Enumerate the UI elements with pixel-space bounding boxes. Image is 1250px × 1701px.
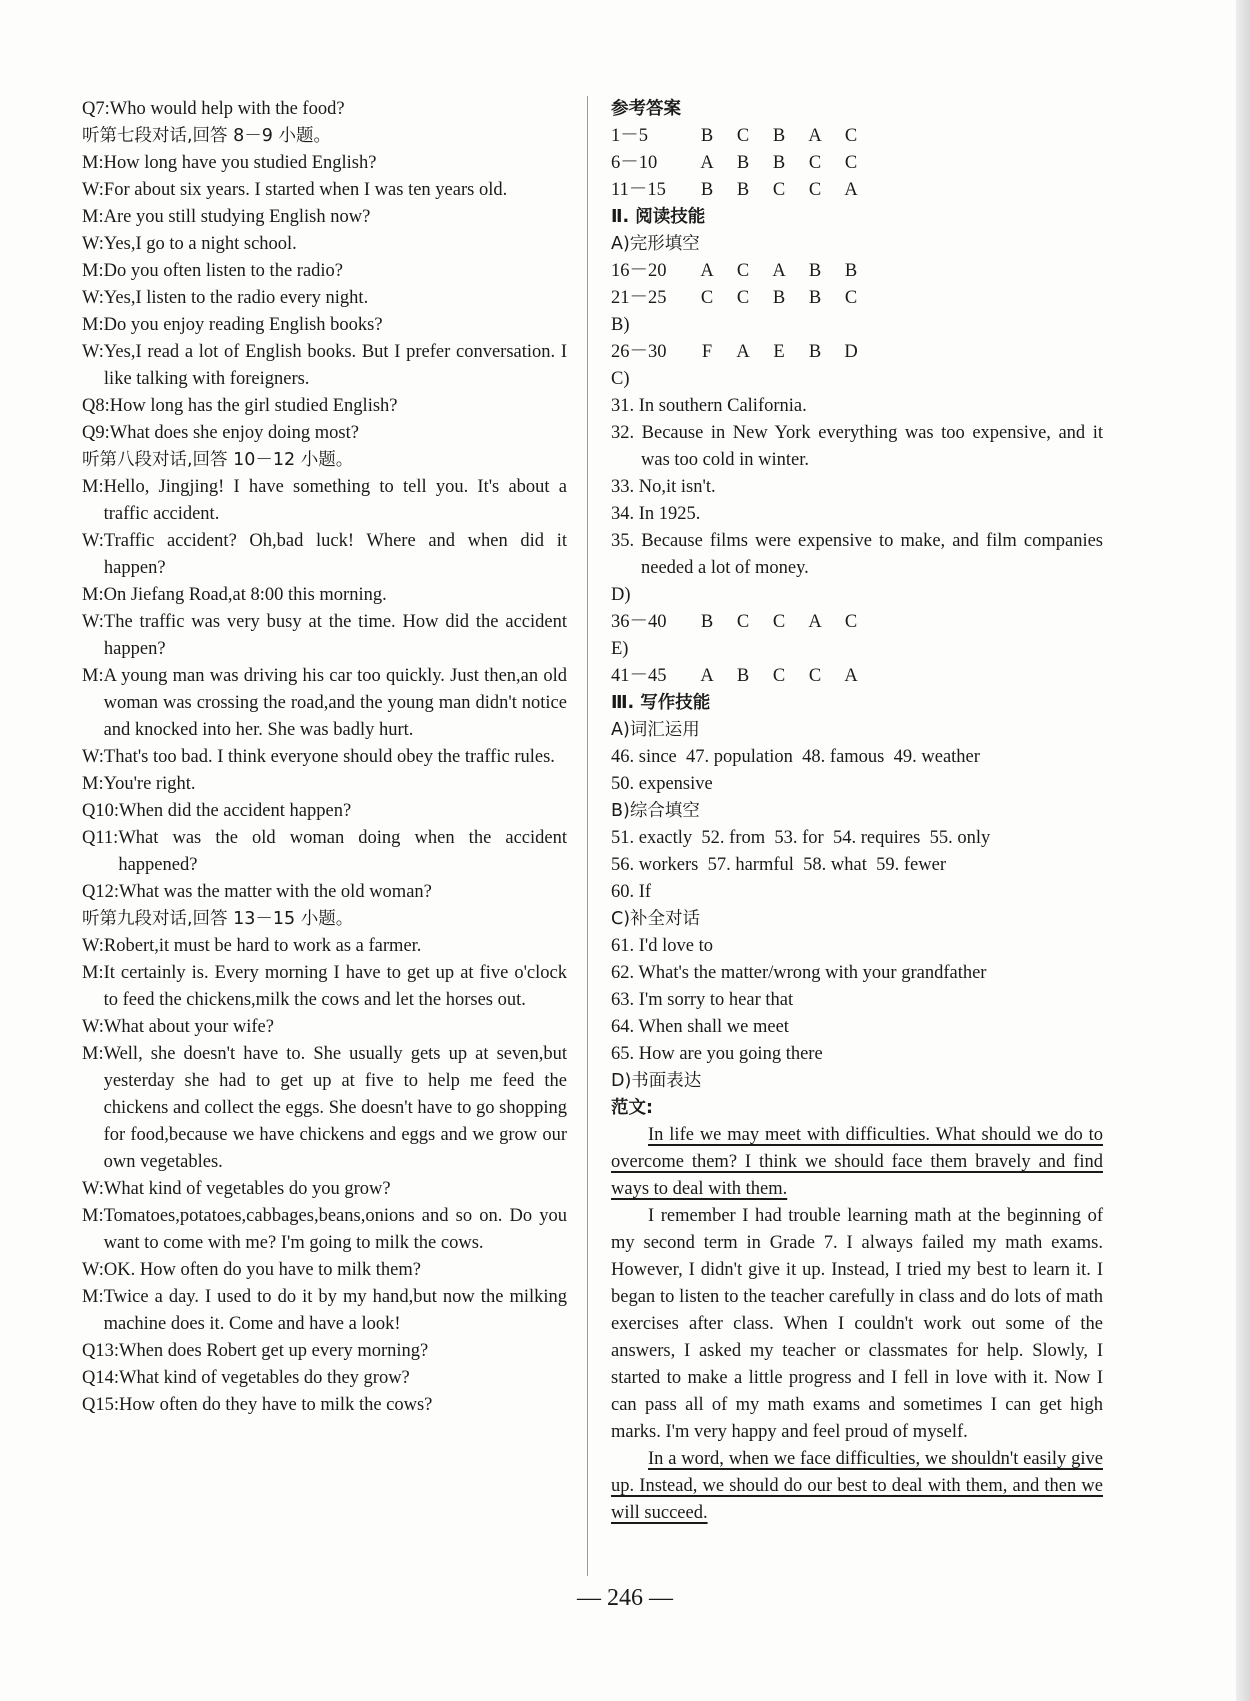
column-divider <box>587 96 588 1576</box>
dialogue-line: M: Twice a day. I used to do it by my hand,but now the milking machine does it. Come and have a look! <box>82 1287 567 1334</box>
dialogue-line: M: Tomatoes,potatoes,cabbages,beans,onions and so on. Do you want to come with me? I'm going to milk the cows. <box>82 1206 567 1253</box>
dialogue-line: M: A young man was driving his car too quickly. Just then,an old woman was crossing the road,and the young man didn't notice and knocked into her. She was badly hurt. <box>82 666 567 740</box>
dialog-answer: 64. When shall we meet <box>611 1017 789 1037</box>
answer-text: 33. No,it isn't. <box>611 477 716 497</box>
dialog-answer: 63. I'm sorry to hear that <box>611 990 794 1010</box>
subsection-label: C) <box>611 369 630 389</box>
subsection-label: B) <box>611 315 630 335</box>
question-line: Q8: How long has the girl studied English? <box>82 396 398 416</box>
dialogue-line: M: Do you enjoy reading English books? <box>82 315 383 335</box>
page-number: — 246 — <box>577 1585 673 1611</box>
answer-text: 31. In southern California. <box>611 396 807 416</box>
essay-label: 范文: <box>611 1098 653 1118</box>
answer-row: 11－15 B B C C A <box>611 180 858 200</box>
subsection-label: D) <box>611 585 631 605</box>
dialogue-line: W: Yes,I go to a night school. <box>82 234 297 254</box>
dialogue-line: M: Well, she doesn't have to. She usually gets up at seven,but yesterday she had to get up at five to help me feed the chickens and collect the eggs. She doesn't have to go shopping for food,because we have chickens and eggs and we grow our own vegetables. <box>82 1044 567 1172</box>
essay-paragraph: In a word, when we face difficulties, we shouldn't easily give up. Instead, we should do our best to deal with them, and then we will succeed. <box>611 1449 1103 1523</box>
answer-row: 41－45 A B C C A <box>611 666 858 686</box>
vocab-answers: 46. since 47. population 48. famous 49. weather <box>611 747 980 767</box>
answer-row: 6－10 A B B C C <box>611 153 858 173</box>
question-line: Q11: What was the old woman doing when the accident happened? <box>82 828 567 875</box>
essay-paragraph: I remember I had trouble learning math at the beginning of my second term in Grade 7. I always failed my math exams. However, I didn't give it up. Instead, I tried my best to learn it. I began to listen to the teacher carefully in class and do lots of math exercises after class. When I couldn't work out some of the answers, I asked my teacher or classmates for help. Slowly, I started to make a little progress and I fell in love with it. Now I can pass all of my math exams and sometimes I can get high marks. I'm very happy and feel proud of myself. <box>611 1206 1103 1442</box>
dialogue-line: M: How long have you studied English? <box>82 153 377 173</box>
answer-row: 16－20 A C A B B <box>611 261 858 281</box>
question-line: Q15: How often do they have to milk the cows? <box>82 1395 433 1415</box>
section-heading: Ⅱ. 阅读技能 <box>611 207 706 227</box>
answer-row: 36－40 B C C A C <box>611 612 858 632</box>
answer-text: 34. In 1925. <box>611 504 701 524</box>
dialogue-line: Q7: Who would help with the food? <box>82 99 345 119</box>
dialogue-line: W: OK. How often do you have to milk them? <box>82 1260 421 1280</box>
dialogue-line: M: Do you often listen to the radio? <box>82 261 344 281</box>
left-column-transcript <box>82 96 567 1419</box>
dialogue-line: M: On Jiefang Road,at 8:00 this morning. <box>82 585 387 605</box>
subsection-label: B)综合填空 <box>611 801 700 821</box>
question-line: Q13: When does Robert get up every morning? <box>82 1341 429 1361</box>
dialogue-line: W: Yes,I listen to the radio every night. <box>82 288 369 308</box>
question-line: Q14: What kind of vegetables do they grow? <box>82 1368 410 1388</box>
question-line: Q10: When did the accident happen? <box>82 801 352 821</box>
dialogue-line: W: What about your wife? <box>82 1017 274 1037</box>
dialogue-line: W: For about six years. I started when I was ten years old. <box>82 180 508 200</box>
fill-answers: 60. If <box>611 882 652 902</box>
answers-heading: 参考答案 <box>611 99 681 119</box>
dialog-answer: 65. How are you going there <box>611 1044 823 1064</box>
section-instruction: 听第八段对话,回答 10－12 小题。 <box>82 450 354 470</box>
answer-row: 21－25 C C B B C <box>611 288 858 308</box>
question-line: Q9: What does she enjoy doing most? <box>82 423 359 443</box>
page-edge-shadow <box>1236 0 1250 1701</box>
dialogue-line: M: You're right. <box>82 774 196 794</box>
answer-row: 26－30 F A E B D <box>611 342 858 362</box>
question-line: Q12: What was the matter with the old woman? <box>82 882 432 902</box>
answer-row: 1－5 B C B A C <box>611 126 858 146</box>
dialogue-line: M: It certainly is. Every morning I have to get up at five o'clock to feed the chickens,milk the cows and let the horses out. <box>82 963 567 1010</box>
dialog-answer: 61. I'd love to <box>611 936 713 956</box>
answer-text: 32. Because in New York everything was too expensive, and it was too cold in winter. <box>611 423 1103 470</box>
dialogue-line: M: Hello, Jingjing! I have something to tell you. It's about a traffic accident. <box>82 477 567 524</box>
answer-text: 35. Because films were expensive to make, and film companies needed a lot of money. <box>611 531 1103 578</box>
right-column-answers <box>611 96 1103 1527</box>
section-instruction: 听第九段对话,回答 13－15 小题。 <box>82 909 354 929</box>
subsection-label: A)词汇运用 <box>611 720 700 740</box>
subsection-label: A)完形填空 <box>611 234 700 254</box>
dialogue-line: W: What kind of vegetables do you grow? <box>82 1179 391 1199</box>
subsection-label: C)补全对话 <box>611 909 701 929</box>
dialogue-line: W: Robert,it must be hard to work as a farmer. <box>82 936 422 956</box>
dialogue-line: W: Traffic accident? Oh,bad luck! Where and when did it happen? <box>82 531 567 578</box>
subsection-label: E) <box>611 639 629 659</box>
fill-answers: 56. workers 57. harmful 58. what 59. fewer <box>611 855 946 875</box>
dialogue-line: M: Are you still studying English now? <box>82 207 371 227</box>
section-instruction: 听第七段对话,回答 8－9 小题。 <box>82 126 331 146</box>
dialog-answer: 62. What's the matter/wrong with your grandfather <box>611 963 987 983</box>
fill-answers: 51. exactly 52. from 53. for 54. requires 55. only <box>611 828 991 848</box>
dialogue-line: W: That's too bad. I think everyone should obey the traffic rules. <box>82 747 555 767</box>
dialogue-line: W: The traffic was very busy at the time. How did the accident happen? <box>82 612 567 659</box>
vocab-answers: 50. expensive <box>611 774 713 794</box>
section-heading: Ⅲ. 写作技能 <box>611 693 711 713</box>
subsection-label: D)书面表达 <box>611 1071 702 1091</box>
dialogue-line: W: Yes,I read a lot of English books. But I prefer conversation. I like talking with foreigners. <box>82 342 567 389</box>
essay-paragraph: In life we may meet with difficulties. What should we do to overcome them? I think we should face them bravely and find ways to deal with them. <box>611 1125 1103 1199</box>
